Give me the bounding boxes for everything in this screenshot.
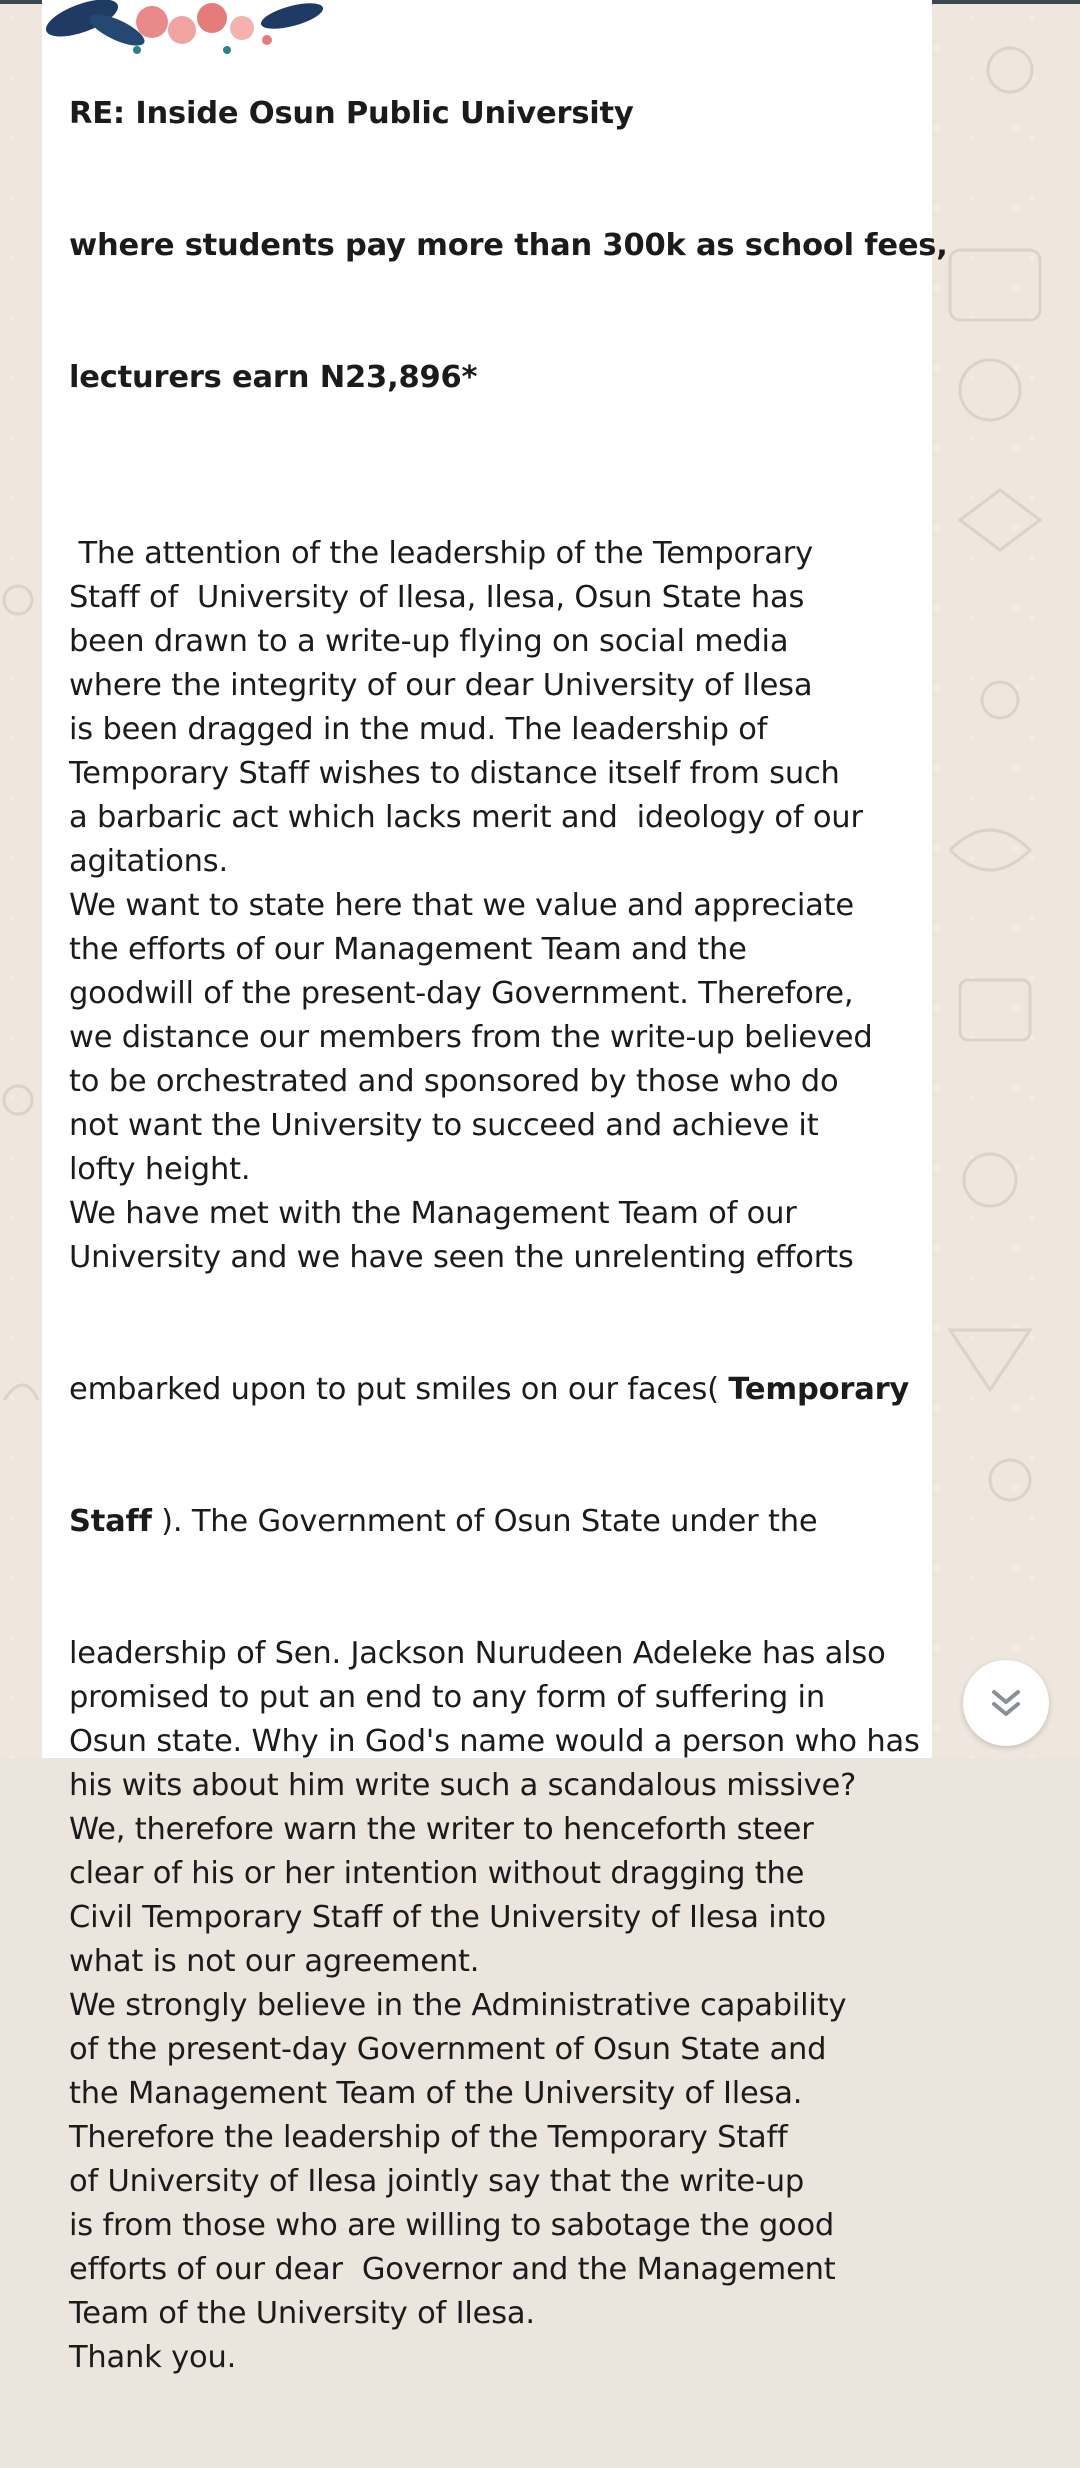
message-line-14: to be orchestrated and sponsored by those who do	[69, 1064, 839, 1099]
message-line-18: University and we have seen the unrelenting efforts	[69, 1240, 854, 1275]
message-line-12: goodwill of the present-day Government. Therefore,	[69, 976, 854, 1011]
message-body-continued	[69, 1632, 932, 2380]
message-line-after-15: efforts of our dear Governor and the Management	[69, 2252, 836, 2287]
message-line-after-7: Civil Temporary Staff of the University of Ilesa into	[69, 1900, 826, 1935]
message-line-after-14: is from those who are willing to sabotage the good	[69, 2208, 835, 2243]
message-line-after-4: his wits about him write such a scandalous missive?	[69, 1768, 857, 1803]
embarked-prefix: embarked upon to put smiles on our faces(	[69, 1372, 729, 1407]
message-body	[69, 488, 932, 1280]
message-line-after-1: leadership of Sen. Jackson Nurudeen Adeleke has also	[69, 1636, 886, 1671]
message-line-15: not want the University to succeed and achieve it	[69, 1108, 819, 1143]
message-line-7: Temporary Staff wishes to distance itself from such	[69, 756, 840, 791]
bold-staff: Staff	[69, 1504, 152, 1539]
message-line-after-17: Thank you.	[69, 2340, 237, 2375]
message-line-after-11: the Management Team of the University of Ilesa.	[69, 2076, 803, 2111]
message-text	[69, 4, 948, 2468]
message-line-2: The attention of the leadership of the Temporary	[69, 536, 813, 571]
staff-suffix: ). The Government of Osun State under the	[151, 1504, 818, 1539]
message-line-17: We have met with the Management Team of our	[69, 1196, 797, 1231]
bold-temporary: Temporary	[728, 1372, 910, 1407]
message-line-after-10: of the present-day Government of Osun State and	[69, 2032, 827, 2067]
message-line-11: the efforts of our Management Team and the	[69, 932, 747, 967]
message-line-10: We want to state here that we value and appreciate	[69, 888, 854, 923]
message-line-after-16: Team of the University of Ilesa.	[69, 2296, 535, 2331]
message-line-16: lofty height.	[69, 1152, 251, 1187]
message-line-6: is been dragged in the mud. The leadership of	[69, 712, 768, 747]
message-line-1	[69, 488, 932, 532]
message-line-embarked	[69, 1368, 932, 1412]
message-line-after-12: Therefore the leadership of the Temporary Staff	[69, 2120, 788, 2155]
message-line-after-3: Osun state. Why in God's name would a person who has	[69, 1724, 920, 1759]
message-line-staff	[69, 1500, 932, 1544]
message-title-line-2: where students pay more than 300k as school fees,	[69, 228, 948, 263]
message-line-3: Staff of University of Ilesa, Ilesa, Osun State has	[69, 580, 805, 615]
message-line-13: we distance our members from the write-up believed	[69, 1020, 873, 1055]
message-line-after-8: what is not our agreement.	[69, 1944, 480, 1979]
double-chevron-down-icon	[987, 1684, 1025, 1722]
message-line-5: where the integrity of our dear University of Ilesa	[69, 668, 813, 703]
message-line-after-6: clear of his or her intention without dragging the	[69, 1856, 805, 1891]
message-line-after-13: of University of Ilesa jointly say that the write-up	[69, 2164, 805, 2199]
message-line-8: a barbaric act which lacks merit and ideology of our	[69, 800, 863, 835]
flower-sticker-decoration	[42, 0, 342, 64]
message-line-after-5: We, therefore warn the writer to henceforth steer	[69, 1812, 814, 1847]
message-line-after-9: We strongly believe in the Administrative capability	[69, 1988, 847, 2023]
scroll-to-bottom-button[interactable]	[963, 1660, 1049, 1746]
message-line-9: agitations.	[69, 844, 228, 879]
message-bubble[interactable]	[42, 0, 948, 2375]
message-title-line-3: lecturers earn N23,896*	[69, 360, 478, 395]
message-title-line-1: RE: Inside Osun Public University	[69, 96, 634, 131]
message-line-4: been drawn to a write-up flying on social media	[69, 624, 789, 659]
message-line-after-2: promised to put an end to any form of suffering in	[69, 1680, 825, 1715]
